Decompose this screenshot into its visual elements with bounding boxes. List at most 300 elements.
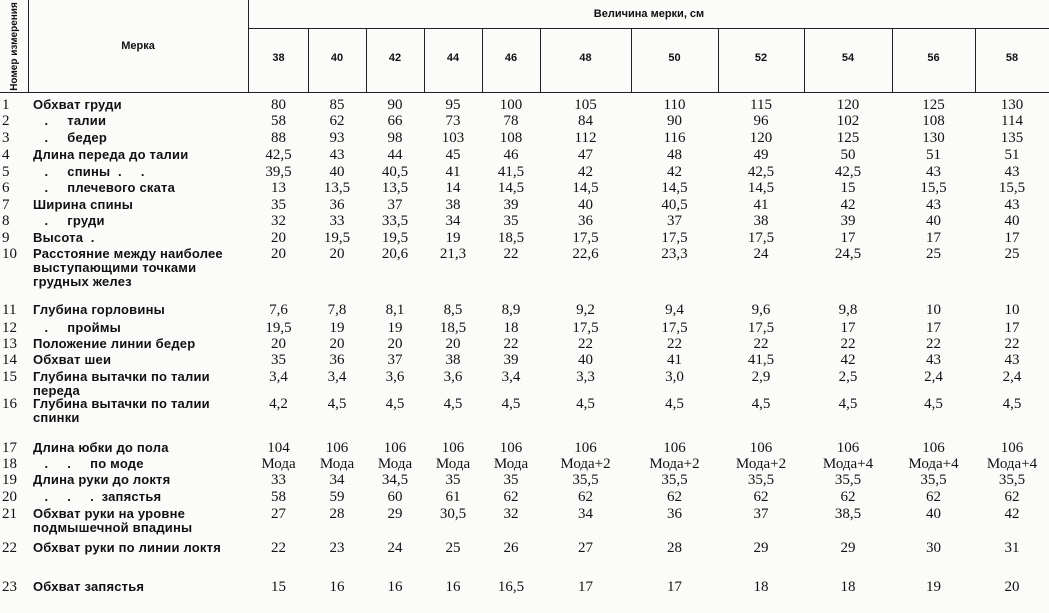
row-measure-name: . проймы bbox=[33, 320, 121, 335]
row-value-size-42: 20,6 bbox=[381, 246, 409, 262]
header-size-38: 38 bbox=[272, 52, 285, 64]
row-value-size-58: 40 bbox=[1004, 213, 1020, 229]
row-value-size-56: 130 bbox=[922, 130, 945, 146]
row-value-size-54: 35,5 bbox=[834, 472, 862, 488]
row-measure-name: . . . запястья bbox=[33, 489, 162, 504]
row-value-size-52: 22 bbox=[753, 336, 769, 352]
row-value-size-38: 20 bbox=[271, 246, 286, 262]
row-value-size-40: 3,4 bbox=[327, 369, 347, 385]
row-value-size-50: 106 bbox=[663, 440, 686, 456]
table-row bbox=[0, 457, 1049, 473]
row-value-size-56: 43 bbox=[926, 164, 941, 180]
row-value-size-48: 42 bbox=[578, 164, 593, 180]
table-row bbox=[0, 98, 1049, 114]
row-value-size-58: 42 bbox=[1004, 506, 1020, 522]
row-value-size-46: 3,4 bbox=[501, 369, 521, 385]
row-value-size-54: 18 bbox=[840, 579, 856, 595]
row-value-size-56: 43 bbox=[926, 352, 941, 368]
row-value-size-40: 36 bbox=[329, 197, 345, 213]
header-size-divider bbox=[718, 29, 719, 92]
row-value-size-44: 25 bbox=[445, 540, 461, 556]
row-value-size-50: 62 bbox=[667, 489, 682, 505]
row-value-size-54: 102 bbox=[836, 113, 860, 129]
table-row bbox=[0, 131, 1049, 147]
row-measure-name: Длина руки до локтя bbox=[33, 472, 171, 487]
row-value-size-58: 2,4 bbox=[1002, 369, 1022, 385]
header-size-divider bbox=[366, 29, 367, 92]
row-value-size-42: 29 bbox=[387, 506, 403, 522]
table-row bbox=[0, 370, 1049, 396]
row-value-size-40: 36 bbox=[329, 352, 345, 368]
row-value-size-48: 17,5 bbox=[572, 320, 599, 336]
row-value-size-42: 98 bbox=[387, 130, 403, 146]
row-value-size-38: 15 bbox=[271, 579, 286, 595]
header-size-54: 54 bbox=[841, 52, 855, 64]
row-value-size-40: 33 bbox=[329, 213, 345, 229]
row-value-size-52: 2,9 bbox=[751, 369, 771, 385]
row-value-size-56: 15,5 bbox=[920, 180, 947, 196]
row-value-size-54: 2,5 bbox=[838, 369, 858, 385]
row-measure-name: Положение линии бедер bbox=[33, 336, 196, 351]
row-value-size-48: 106 bbox=[574, 440, 597, 456]
row-value-size-44: 61 bbox=[445, 489, 461, 505]
row-measure-name: Обхват запястья bbox=[33, 579, 145, 594]
table-row bbox=[0, 198, 1049, 214]
row-value-size-58: 4,5 bbox=[1002, 396, 1022, 412]
row-value-size-44: 35 bbox=[445, 472, 461, 488]
header-size-divider bbox=[631, 29, 632, 92]
row-value-size-42: 20 bbox=[387, 336, 403, 352]
row-value-size-44: 45 bbox=[445, 147, 461, 163]
row-value-size-38: 13 bbox=[271, 180, 286, 196]
row-value-size-46: 32 bbox=[503, 506, 519, 522]
row-value-size-46: 8,9 bbox=[501, 302, 521, 318]
row-value-size-44: 73 bbox=[445, 113, 461, 129]
row-value-size-44: 38 bbox=[445, 352, 461, 368]
row-value-size-40: 4,5 bbox=[327, 396, 347, 412]
row-value-size-50: 14,5 bbox=[661, 180, 688, 196]
row-value-size-42: 37 bbox=[387, 352, 403, 368]
row-number: 20 bbox=[2, 489, 17, 505]
table-row bbox=[0, 214, 1049, 230]
header-size-40: 40 bbox=[330, 52, 344, 64]
row-value-size-54: 62 bbox=[840, 489, 856, 505]
row-value-size-50: 37 bbox=[667, 213, 682, 229]
row-value-size-58: 17 bbox=[1004, 230, 1020, 246]
row-value-size-48: 4,5 bbox=[576, 396, 595, 412]
row-number: 23 bbox=[2, 579, 17, 595]
row-measure-name: . груди bbox=[33, 213, 105, 228]
row-value-size-44: 4,5 bbox=[443, 396, 463, 412]
row-number: 17 bbox=[2, 440, 17, 456]
row-number: 11 bbox=[2, 302, 17, 318]
row-measure-name: . талии bbox=[33, 113, 107, 128]
table-row bbox=[0, 165, 1049, 181]
row-value-size-52: 9,6 bbox=[751, 302, 771, 318]
row-value-size-54: 29 bbox=[840, 540, 856, 556]
row-value-size-46: 39 bbox=[503, 352, 519, 368]
row-value-size-58: 15,5 bbox=[998, 180, 1026, 196]
row-value-size-50: 17 bbox=[667, 579, 682, 595]
row-value-size-42: 106 bbox=[383, 440, 407, 456]
table-row bbox=[0, 353, 1049, 369]
row-measure-name: Ширина спины bbox=[33, 197, 134, 212]
row-value-size-56: 125 bbox=[922, 97, 945, 113]
header-measure-label: Мерка bbox=[121, 40, 155, 52]
row-value-size-56: 2,4 bbox=[924, 369, 943, 385]
row-value-size-40: 62 bbox=[329, 113, 345, 129]
row-value-size-46: 39 bbox=[503, 197, 519, 213]
row-value-size-40: 34 bbox=[329, 472, 345, 488]
row-value-size-52: 106 bbox=[749, 440, 773, 456]
row-value-size-46: 22 bbox=[503, 336, 519, 352]
table-row bbox=[0, 441, 1049, 457]
row-value-size-42: 24 bbox=[387, 540, 403, 556]
row-value-size-58: 10 bbox=[1004, 302, 1020, 318]
row-number: 15 bbox=[2, 369, 17, 385]
row-number: 18 bbox=[2, 456, 17, 472]
row-value-size-38: 7,6 bbox=[269, 302, 288, 318]
row-value-size-48: 40 bbox=[578, 352, 593, 368]
row-value-size-58: 35,5 bbox=[998, 472, 1026, 488]
row-number: 16 bbox=[2, 396, 17, 412]
row-value-size-46: 18 bbox=[503, 320, 519, 336]
row-value-size-40: 40 bbox=[329, 164, 345, 180]
row-value-size-38: 3,4 bbox=[269, 369, 288, 385]
row-value-size-44: 8,5 bbox=[443, 302, 463, 318]
row-measure-name: Высота . bbox=[33, 230, 95, 245]
row-value-size-38: 35 bbox=[271, 197, 286, 213]
row-value-size-52: 115 bbox=[750, 97, 772, 113]
row-value-size-46: 14,5 bbox=[497, 180, 525, 196]
row-number: 4 bbox=[2, 147, 10, 163]
row-value-size-40: 20 bbox=[329, 246, 345, 262]
row-value-size-50: 35,5 bbox=[661, 472, 688, 488]
row-value-size-38: 39,5 bbox=[265, 164, 292, 180]
row-value-size-40: 16 bbox=[329, 579, 345, 595]
header-number-label: Номер измерения bbox=[8, 1, 20, 91]
row-value-size-50: 3,0 bbox=[665, 369, 684, 385]
row-value-size-50: 4,5 bbox=[665, 396, 684, 412]
row-value-size-50: 9,4 bbox=[665, 302, 684, 318]
table-row bbox=[0, 490, 1049, 506]
row-value-size-38: 19,5 bbox=[265, 320, 292, 336]
row-value-size-40: 106 bbox=[325, 440, 349, 456]
row-value-size-48: 34 bbox=[578, 506, 593, 522]
row-value-size-40: Мода bbox=[319, 456, 355, 472]
row-value-size-50: 36 bbox=[667, 506, 682, 522]
row-value-size-48: 40 bbox=[578, 197, 593, 213]
header-size-56: 56 bbox=[927, 52, 940, 64]
row-value-size-38: 104 bbox=[267, 440, 290, 456]
row-value-size-38: 80 bbox=[271, 97, 286, 113]
row-measure-name: Обхват руки по линии локтя bbox=[33, 540, 221, 555]
row-number: 10 bbox=[2, 246, 17, 262]
row-value-size-42: 44 bbox=[387, 147, 403, 163]
row-value-size-50: 17,5 bbox=[661, 320, 688, 336]
row-value-size-44: 19 bbox=[445, 230, 461, 246]
row-value-size-58: 130 bbox=[1000, 97, 1024, 113]
row-value-size-48: 17,5 bbox=[572, 230, 599, 246]
row-value-size-54: 42,5 bbox=[834, 164, 862, 180]
header-size-divider bbox=[892, 29, 893, 92]
row-value-size-48: 105 bbox=[574, 97, 597, 113]
row-value-size-50: 22 bbox=[667, 336, 682, 352]
row-value-size-42: 19,5 bbox=[381, 230, 409, 246]
table-row bbox=[0, 321, 1049, 337]
row-measure-name: . бедер bbox=[33, 130, 107, 145]
row-value-size-54: 17 bbox=[840, 230, 856, 246]
row-value-size-38: 32 bbox=[271, 213, 286, 229]
row-value-size-52: 17,5 bbox=[747, 230, 775, 246]
table-row bbox=[0, 337, 1049, 353]
row-measure-name: Обхват руки на уровне подмышечной впадины bbox=[33, 506, 193, 535]
row-value-size-46: 35 bbox=[503, 472, 519, 488]
row-value-size-58: Мода+4 bbox=[986, 456, 1038, 472]
row-value-size-42: 16 bbox=[387, 579, 403, 595]
row-value-size-44: 20 bbox=[445, 336, 461, 352]
row-number: 22 bbox=[2, 540, 17, 556]
row-value-size-52: 42,5 bbox=[747, 164, 775, 180]
row-value-size-48: 22 bbox=[578, 336, 593, 352]
row-value-size-56: 51 bbox=[926, 147, 941, 163]
row-value-size-58: 22 bbox=[1004, 336, 1020, 352]
row-value-size-42: Мода bbox=[377, 456, 413, 472]
row-value-size-48: Мода+2 bbox=[560, 456, 611, 472]
row-value-size-42: 66 bbox=[387, 113, 403, 129]
row-number: 14 bbox=[2, 352, 17, 368]
row-value-size-56: 4,5 bbox=[924, 396, 943, 412]
row-value-size-46: Мода bbox=[493, 456, 529, 472]
row-value-size-42: 37 bbox=[387, 197, 403, 213]
row-value-size-56: 25 bbox=[926, 246, 941, 262]
row-value-size-58: 62 bbox=[1004, 489, 1020, 505]
row-value-size-56: 10 bbox=[926, 302, 941, 318]
row-value-size-44: 95 bbox=[445, 97, 461, 113]
row-number: 12 bbox=[2, 320, 17, 336]
row-value-size-40: 20 bbox=[329, 336, 345, 352]
row-value-size-46: 18,5 bbox=[497, 230, 525, 246]
row-measure-name: . спины . . bbox=[33, 164, 145, 179]
header-size-divider bbox=[482, 29, 483, 92]
row-value-size-38: 58 bbox=[271, 113, 286, 129]
row-value-size-52: 41 bbox=[753, 197, 769, 213]
row-value-size-52: 17,5 bbox=[747, 320, 775, 336]
row-number: 1 bbox=[2, 97, 10, 113]
row-value-size-54: 38,5 bbox=[834, 506, 862, 522]
row-value-size-42: 8,1 bbox=[385, 302, 405, 318]
row-measure-name: Глубина горловины bbox=[33, 302, 165, 317]
row-value-size-46: 26 bbox=[503, 540, 519, 556]
row-value-size-46: 22 bbox=[503, 246, 519, 262]
row-value-size-38: 27 bbox=[271, 506, 286, 522]
row-measure-name: Глубина вытачки по талии переда bbox=[33, 369, 214, 398]
row-value-size-48: 47 bbox=[578, 147, 593, 163]
row-value-size-52: 41,5 bbox=[747, 352, 775, 368]
row-measure-name: Обхват шеи bbox=[33, 352, 112, 367]
row-value-size-42: 33,5 bbox=[381, 213, 409, 229]
row-value-size-56: Мода+4 bbox=[908, 456, 959, 472]
row-value-size-58: 43 bbox=[1004, 352, 1020, 368]
row-value-size-54: 42 bbox=[840, 352, 856, 368]
row-value-size-56: 17 bbox=[926, 320, 941, 336]
header-size-divider bbox=[540, 29, 541, 92]
row-value-size-58: 20 bbox=[1004, 579, 1020, 595]
header-size-48: 48 bbox=[579, 52, 592, 64]
row-value-size-54: Мода+4 bbox=[822, 456, 874, 472]
header-bottom-rule bbox=[0, 92, 1049, 93]
row-value-size-48: 112 bbox=[574, 130, 597, 146]
row-value-size-50: 42 bbox=[667, 164, 682, 180]
row-value-size-52: 38 bbox=[753, 213, 769, 229]
row-value-size-48: 84 bbox=[578, 113, 593, 129]
row-number: 7 bbox=[2, 197, 10, 213]
row-measure-name: Расстояние между наиболее выступающими точками грудных желез bbox=[33, 246, 227, 289]
row-value-size-50: 110 bbox=[663, 97, 686, 113]
row-value-size-42: 19 bbox=[387, 320, 403, 336]
row-value-size-48: 14,5 bbox=[572, 180, 599, 196]
row-value-size-54: 120 bbox=[836, 97, 860, 113]
row-value-size-38: 33 bbox=[271, 472, 286, 488]
row-value-size-56: 43 bbox=[926, 197, 941, 213]
table-row bbox=[0, 507, 1049, 540]
row-value-size-58: 25 bbox=[1004, 246, 1020, 262]
row-value-size-58: 135 bbox=[1000, 130, 1024, 146]
row-value-size-42: 60 bbox=[387, 489, 403, 505]
row-value-size-44: Мода bbox=[435, 456, 471, 472]
row-number: 19 bbox=[2, 472, 17, 488]
row-value-size-48: 3,3 bbox=[576, 369, 595, 385]
row-value-size-56: 106 bbox=[922, 440, 945, 456]
row-value-size-46: 100 bbox=[499, 97, 523, 113]
row-value-size-40: 43 bbox=[329, 147, 345, 163]
row-value-size-46: 4,5 bbox=[501, 396, 521, 412]
row-value-size-58: 43 bbox=[1004, 164, 1020, 180]
header-size-42: 42 bbox=[388, 52, 402, 64]
row-value-size-38: 4,2 bbox=[269, 396, 288, 412]
row-value-size-48: 9,2 bbox=[576, 302, 595, 318]
row-value-size-58: 17 bbox=[1004, 320, 1020, 336]
row-value-size-50: 48 bbox=[667, 147, 682, 163]
row-value-size-52: 24 bbox=[753, 246, 769, 262]
row-value-size-52: 4,5 bbox=[751, 396, 771, 412]
table-row bbox=[0, 303, 1049, 319]
row-number: 3 bbox=[2, 130, 10, 146]
row-value-size-50: 90 bbox=[667, 113, 682, 129]
row-value-size-46: 108 bbox=[499, 130, 523, 146]
header-size-label: Величина мерки, см bbox=[593, 8, 705, 20]
row-value-size-42: 3,6 bbox=[385, 369, 405, 385]
row-value-size-56: 35,5 bbox=[920, 472, 947, 488]
header-size-44: 44 bbox=[446, 52, 460, 64]
row-value-size-44: 14 bbox=[445, 180, 461, 196]
row-value-size-54: 50 bbox=[840, 147, 856, 163]
row-measure-name: . плечевого ската bbox=[33, 180, 176, 195]
row-value-size-44: 30,5 bbox=[439, 506, 467, 522]
row-value-size-58: 31 bbox=[1004, 540, 1020, 556]
row-value-size-52: 120 bbox=[749, 130, 773, 146]
row-value-size-56: 22 bbox=[926, 336, 941, 352]
row-value-size-50: Мода+2 bbox=[649, 456, 700, 472]
row-value-size-44: 18,5 bbox=[439, 320, 467, 336]
row-value-size-42: 13,5 bbox=[381, 180, 409, 196]
row-value-size-56: 40 bbox=[926, 213, 941, 229]
row-value-size-48: 36 bbox=[578, 213, 593, 229]
row-value-size-38: 42,5 bbox=[265, 147, 292, 163]
row-value-size-44: 21,3 bbox=[439, 246, 467, 262]
row-value-size-58: 43 bbox=[1004, 197, 1020, 213]
row-value-size-54: 17 bbox=[840, 320, 856, 336]
row-value-size-44: 3,6 bbox=[443, 369, 463, 385]
row-value-size-48: 35,5 bbox=[572, 472, 599, 488]
row-value-size-52: 29 bbox=[753, 540, 769, 556]
row-measure-name: . . по моде bbox=[33, 456, 144, 471]
row-value-size-46: 35 bbox=[503, 213, 519, 229]
row-value-size-54: 106 bbox=[836, 440, 860, 456]
header-size-divider bbox=[424, 29, 425, 92]
header-size-46: 46 bbox=[504, 52, 518, 64]
row-value-size-44: 103 bbox=[441, 130, 465, 146]
row-value-size-46: 16,5 bbox=[497, 579, 525, 595]
row-value-size-44: 16 bbox=[445, 579, 461, 595]
table-row bbox=[0, 148, 1049, 164]
row-value-size-58: 51 bbox=[1004, 147, 1020, 163]
row-value-size-52: 62 bbox=[753, 489, 769, 505]
row-value-size-52: 37 bbox=[753, 506, 769, 522]
row-value-size-58: 114 bbox=[1001, 113, 1023, 129]
row-value-size-58: 106 bbox=[1000, 440, 1024, 456]
row-value-size-42: 34,5 bbox=[381, 472, 409, 488]
row-value-size-46: 78 bbox=[503, 113, 519, 129]
row-value-size-40: 19,5 bbox=[323, 230, 351, 246]
table-row bbox=[0, 580, 1049, 610]
table-row bbox=[0, 247, 1049, 302]
row-value-size-54: 39 bbox=[840, 213, 856, 229]
row-value-size-54: 24,5 bbox=[834, 246, 862, 262]
row-value-size-54: 22 bbox=[840, 336, 856, 352]
row-value-size-54: 42 bbox=[840, 197, 856, 213]
header-size-58: 58 bbox=[1005, 52, 1019, 64]
row-value-size-38: 22 bbox=[271, 540, 286, 556]
row-value-size-46: 106 bbox=[499, 440, 523, 456]
header-size-50: 50 bbox=[668, 52, 681, 64]
row-value-size-40: 13,5 bbox=[323, 180, 351, 196]
row-measure-name: Глубина вытачки по талии спинки bbox=[33, 396, 214, 425]
row-value-size-54: 9,8 bbox=[838, 302, 858, 318]
row-value-size-48: 62 bbox=[578, 489, 593, 505]
row-value-size-40: 59 bbox=[329, 489, 345, 505]
row-value-size-38: 20 bbox=[271, 230, 286, 246]
row-number: 8 bbox=[2, 213, 10, 229]
table-row bbox=[0, 231, 1049, 247]
row-measure-name: Длина переда до талии bbox=[33, 147, 189, 162]
row-value-size-40: 85 bbox=[329, 97, 345, 113]
row-value-size-48: 22,6 bbox=[572, 246, 599, 262]
header-size-divider bbox=[308, 29, 309, 92]
table-row bbox=[0, 114, 1049, 130]
row-value-size-40: 28 bbox=[329, 506, 345, 522]
row-value-size-38: 35 bbox=[271, 352, 286, 368]
row-value-size-52: 14,5 bbox=[747, 180, 775, 196]
row-value-size-54: 15 bbox=[840, 180, 856, 196]
row-value-size-56: 30 bbox=[926, 540, 941, 556]
row-value-size-38: Мода bbox=[261, 456, 296, 472]
row-value-size-52: 96 bbox=[753, 113, 769, 129]
row-value-size-52: 35,5 bbox=[747, 472, 775, 488]
row-number: 9 bbox=[2, 230, 10, 246]
row-value-size-48: 27 bbox=[578, 540, 593, 556]
row-value-size-46: 41,5 bbox=[497, 164, 525, 180]
